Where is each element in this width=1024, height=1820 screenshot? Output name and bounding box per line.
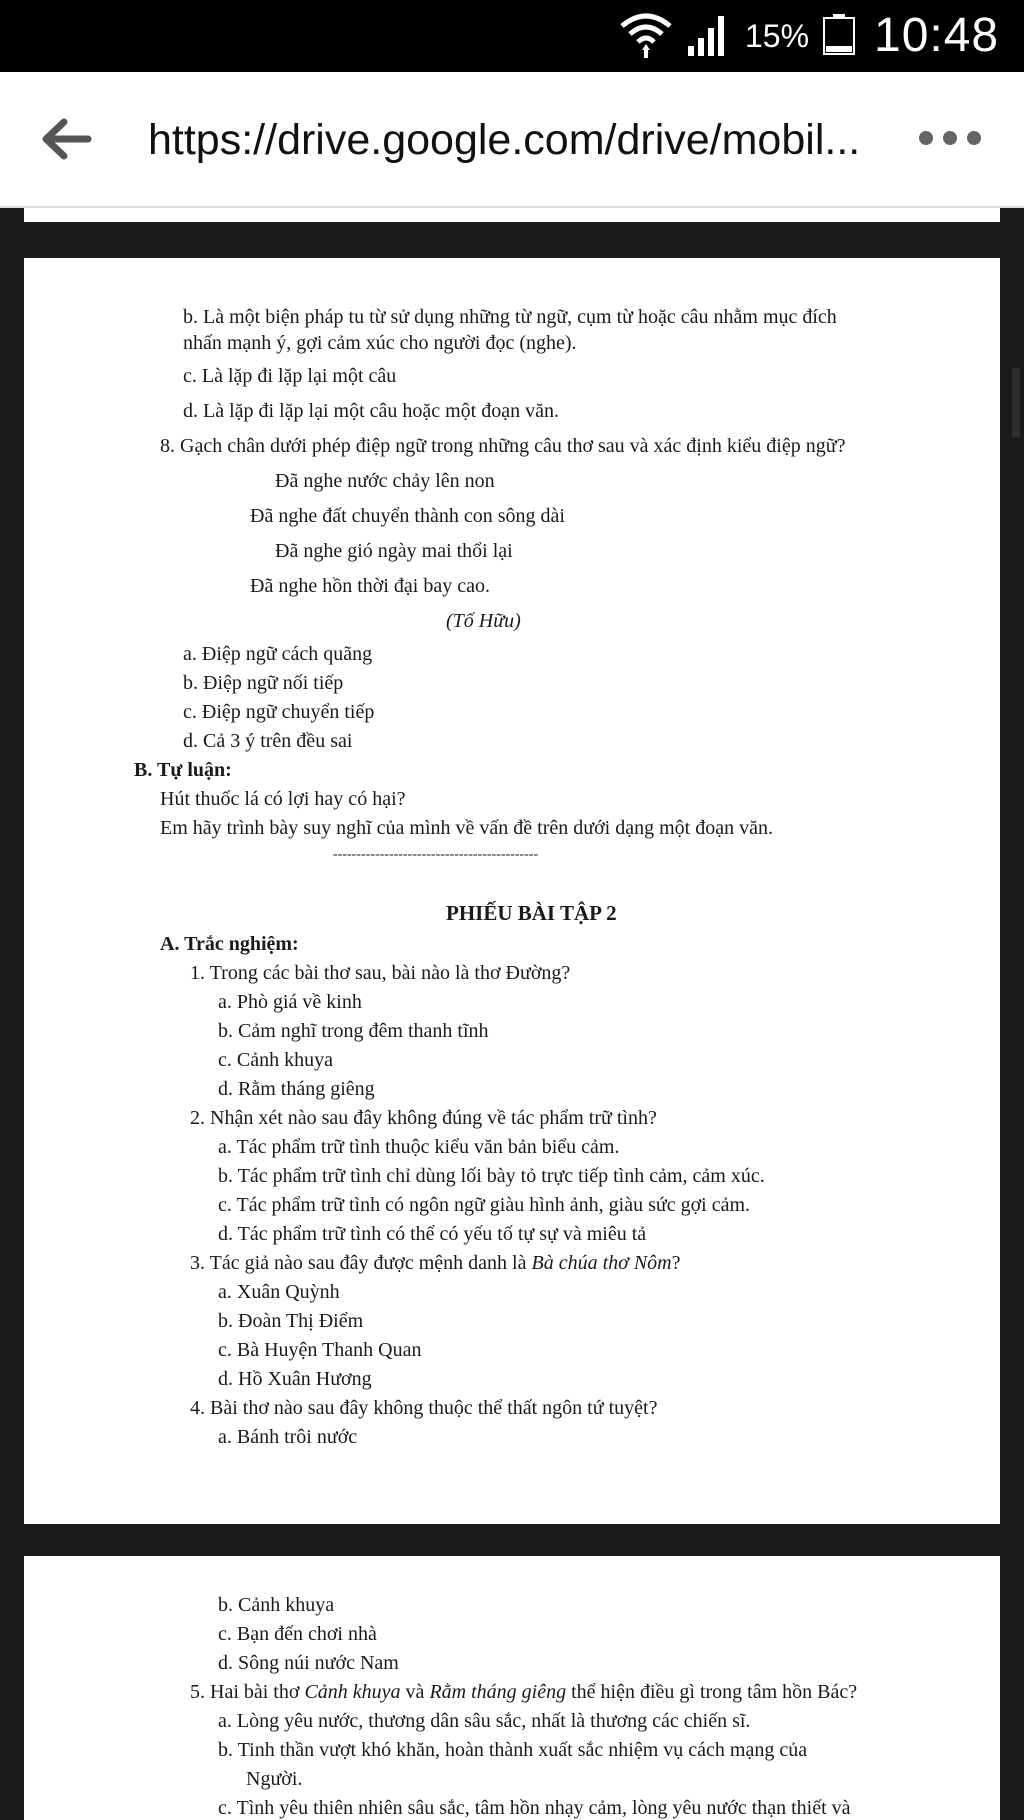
- q1-option-c: c. Cảnh khuya: [218, 1049, 333, 1071]
- q5-suffix: thể hiện điều gì trong tâm hồn Bác?: [566, 1681, 858, 1703]
- browser-address-bar: [0, 72, 1024, 208]
- q5-italic-2: Rằm tháng giêng: [429, 1681, 567, 1703]
- document-page: [24, 258, 1000, 1524]
- question-2: 2. Nhận xét nào sau đây không đúng về tác phẩm trữ tình?: [190, 1107, 657, 1129]
- q7-option-d: d. Là lặp đi lặp lại một câu hoặc một đoạn văn.: [183, 400, 559, 422]
- q8-option-d: d. Cả 3 ý trên đều sai: [183, 730, 353, 752]
- q5-option-c: c. Tình yêu thiên nhiên sâu sắc, tâm hồn nhạy cảm, lòng yêu nước thạn thiết và: [218, 1797, 851, 1819]
- q7-option-b: b. Là một biện pháp tu từ sử dụng những từ ngữ, cụm từ hoặc câu nhằm mục đích: [183, 306, 837, 328]
- q7-option-b-cont: nhấn mạnh ý, gợi cảm xúc cho người đọc (nghe).: [183, 332, 577, 354]
- q1-option-d: d. Rằm tháng giêng: [218, 1078, 375, 1100]
- battery-icon: [822, 14, 856, 56]
- divider: --------------------------------------------: [333, 847, 539, 862]
- poem-line-1: Đã nghe nước chảy lên non: [275, 470, 495, 492]
- section-b-title: B. Tự luận:: [134, 759, 232, 781]
- more-horizontal-icon[interactable]: [916, 126, 984, 150]
- q3-option-b: b. Đoàn Thị Điểm: [218, 1310, 364, 1332]
- q5-italic-1: Cảnh khuya: [304, 1681, 401, 1703]
- q7-option-c: c. Là lặp đi lặp lại một câu: [183, 365, 397, 387]
- url-text[interactable]: https://drive.google.com/drive/mobil...: [148, 116, 861, 164]
- scrollbar-handle[interactable]: [1012, 368, 1020, 438]
- section-a-title: A. Trắc nghiệm:: [160, 933, 299, 955]
- question-1: 1. Trong các bài thơ sau, bài nào là thơ Đường?: [190, 962, 571, 984]
- question-3: [190, 1250, 681, 1276]
- document-viewer[interactable]: [0, 208, 1024, 1820]
- question-5: [190, 1679, 857, 1705]
- q3-option-d: d. Hồ Xuân Hương: [218, 1368, 372, 1390]
- q8-option-a: a. Điệp ngữ cách quãng: [183, 643, 373, 665]
- q4-option-c: c. Bạn đến chơi nhà: [218, 1623, 377, 1645]
- q3-option-c: c. Bà Huyện Thanh Quan: [218, 1339, 422, 1361]
- q5-option-b: b. Tinh thần vượt khó khăn, hoàn thành xuất sắc nhiệm vụ cách mạng của: [218, 1739, 808, 1761]
- q2-option-b: b. Tác phẩm trữ tình chỉ dùng lối bày tỏ trực tiếp tình cảm, cảm xúc.: [218, 1165, 765, 1187]
- q5-mid: và: [400, 1681, 430, 1703]
- back-arrow-icon[interactable]: [40, 116, 92, 162]
- battery-percent: 15%: [745, 18, 810, 54]
- section-b-line-2: Em hãy trình bày suy nghĩ của mình về vấn đề trên dưới dạng một đoạn văn.: [160, 817, 773, 839]
- q4-option-b: b. Cảnh khuya: [218, 1594, 335, 1616]
- poem-line-2: Đã nghe đất chuyển thành con sông dài: [250, 505, 565, 527]
- signal-icon: [686, 12, 732, 58]
- q5-option-a: a. Lòng yêu nước, thương dân sâu sắc, nhất là thương các chiến sĩ.: [218, 1710, 751, 1732]
- q3-prefix: 3. Tác giả nào sau đây được mệnh danh là: [190, 1252, 532, 1274]
- status-bar: [0, 0, 1024, 72]
- q2-option-d: d. Tác phẩm trữ tình có thể có yếu tố tự sự và miêu tả: [218, 1223, 647, 1245]
- poem-author: (Tố Hữu): [446, 610, 521, 632]
- q1-option-b: b. Cảm nghĩ trong đêm thanh tĩnh: [218, 1020, 489, 1042]
- q1-option-a: a. Phò giá về kinh: [218, 991, 362, 1013]
- q3-option-a: a. Xuân Quỳnh: [218, 1281, 340, 1303]
- wifi-icon: [618, 10, 674, 60]
- q2-option-a: a. Tác phẩm trữ tình thuộc kiểu văn bản biểu cảm.: [218, 1136, 620, 1158]
- q5-prefix: 5. Hai bài thơ: [190, 1681, 305, 1703]
- q4-option-d: d. Sông núi nước Nam: [218, 1652, 399, 1674]
- q8-option-c: c. Điệp ngữ chuyển tiếp: [183, 701, 375, 723]
- poem-line-3: Đã nghe gió ngày mai thổi lại: [275, 540, 513, 562]
- question-8: 8. Gạch chân dưới phép điệp ngữ trong những câu thơ sau và xác định kiểu điệp ngữ?: [160, 435, 846, 457]
- q3-suffix: ?: [671, 1252, 681, 1274]
- previous-page-edge: [24, 208, 1000, 222]
- q2-option-c: c. Tác phẩm trữ tình có ngôn ngữ giàu hình ảnh, giàu sức gợi cảm.: [218, 1194, 751, 1216]
- q8-option-b: b. Điệp ngữ nối tiếp: [183, 672, 344, 694]
- clock: 10:48: [874, 9, 1000, 62]
- poem-line-4: Đã nghe hồn thời đại bay cao.: [250, 575, 490, 597]
- q5-option-b-cont: Người.: [246, 1768, 303, 1790]
- q3-italic: Bà chúa thơ Nôm: [531, 1252, 672, 1274]
- document-page-2: [24, 1556, 1000, 1820]
- question-4: 4. Bài thơ nào sau đây không thuộc thể thất ngôn tứ tuyệt?: [190, 1397, 658, 1419]
- section-b-line-1: Hút thuốc lá có lợi hay có hại?: [160, 788, 406, 810]
- q4-option-a: a. Bánh trôi nước: [218, 1426, 358, 1448]
- worksheet-title: PHIẾU BÀI TẬP 2: [446, 901, 617, 925]
